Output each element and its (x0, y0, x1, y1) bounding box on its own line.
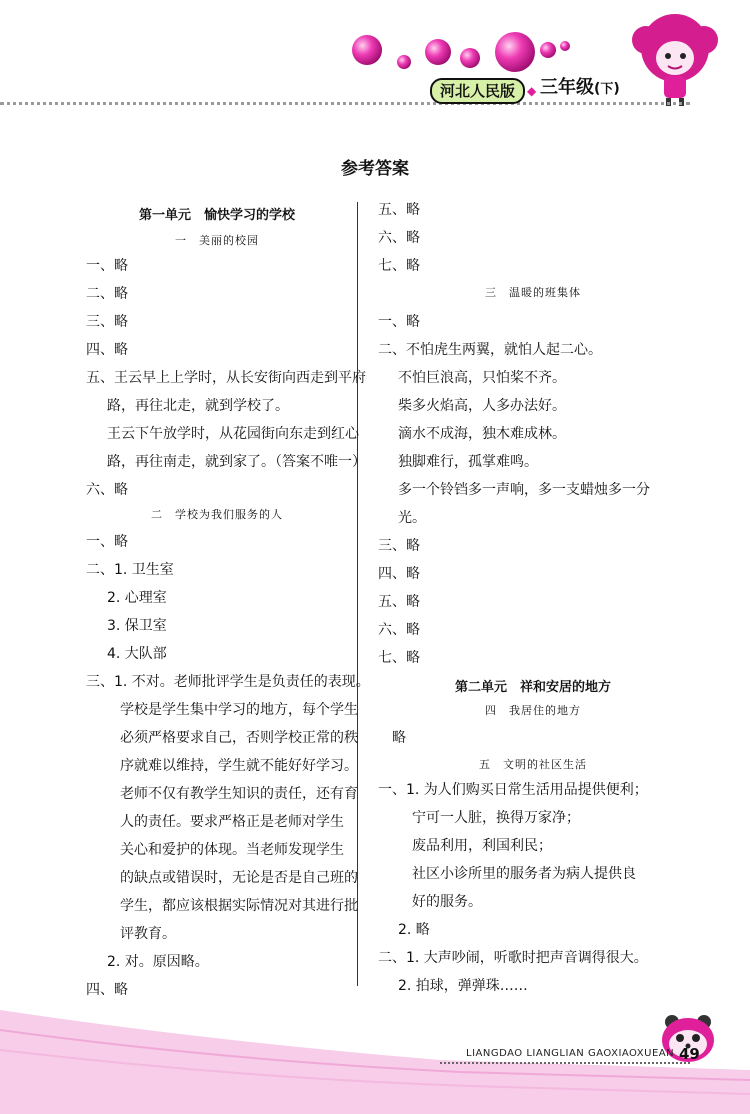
answer-line: 七、略 (378, 258, 420, 274)
answer-line: 王云下午放学时，从花园街向东走到红心 (107, 426, 359, 442)
pink-bubble (495, 32, 535, 72)
answer-line: 废品利用，利国利民； (412, 838, 552, 854)
pink-bubble (397, 55, 411, 69)
answer-line: 五、略 (378, 202, 420, 218)
grade-close: ) (613, 81, 620, 97)
lesson-heading: 三 温暖的班集体 (485, 286, 581, 299)
grade-term: 下 (600, 82, 614, 97)
cartoon-girl-icon (632, 14, 718, 106)
answer-line: 人的责任。要求严格正是老师对学生 (120, 814, 344, 830)
answer-line: 2. 略 (398, 922, 430, 938)
answer-line: 三、略 (378, 538, 420, 554)
answer-line: 四、略 (378, 566, 420, 582)
answer-line: 3. 保卫室 (107, 618, 167, 634)
answer-line: 独脚难行，孤掌难鸣。 (398, 454, 538, 470)
lesson-heading: 四 我居住的地方 (485, 704, 581, 717)
pink-bubble (540, 42, 556, 58)
grade-prefix: 三年级 (540, 77, 594, 98)
answer-line: 二、1. 卫生室 (86, 562, 174, 578)
answer-line: 关心和爱护的体现。当老师发现学生 (120, 842, 344, 858)
answer-line: 4. 大队部 (107, 646, 167, 662)
unit-heading: 第二单元 祥和安居的地方 (454, 680, 611, 695)
answer-line: 二、1. 大声吵闹，听歌时把声音调得很大。 (378, 950, 648, 966)
answer-line: 五、王云早上上学时，从长安街向西走到平府 (86, 370, 366, 386)
answer-line: 2. 对。原因略。 (107, 954, 209, 970)
answer-line: 三、略 (86, 314, 128, 330)
answer-line: 老师不仅有教学生知识的责任，还有育 (120, 786, 358, 802)
answer-line: 学校是学生集中学习的地方，每个学生 (120, 702, 358, 718)
answer-line: 滴水不成海，独木难成林。 (398, 426, 566, 442)
answer-line: 社区小诊所里的服务者为病人提供良 (412, 866, 636, 882)
answer-line: 六、略 (378, 230, 420, 246)
grade-label (540, 74, 620, 104)
answer-line: 四、略 (86, 982, 128, 998)
diamond-icon: ◆ (527, 84, 537, 98)
pink-bubble (460, 48, 480, 68)
answer-line: 一、略 (86, 258, 128, 274)
page-title: 参考答案 (341, 159, 409, 179)
answer-line: 评教育。 (120, 926, 176, 942)
answer-line: 四、略 (86, 342, 128, 358)
answer-line: 五、略 (378, 594, 420, 610)
answer-line: 一、略 (378, 314, 420, 330)
answer-line: 二、略 (86, 286, 128, 302)
answer-line: 的缺点或错误时，无论是否是自己班的 (120, 870, 358, 886)
footer-pinyin: LIANGDAO LIANGLIAN GAOXIAOXUEAN (466, 1048, 675, 1059)
answer-line: 七、略 (378, 650, 420, 666)
answer-line: 2. 心理室 (107, 590, 167, 606)
grade-open: ( (594, 81, 601, 97)
answer-line: 必须严格要求自己，否则学校正常的秩 (120, 730, 358, 746)
unit-heading: 第一单元 愉快学习的学校 (138, 208, 295, 223)
lesson-heading: 一 美丽的校园 (175, 234, 259, 247)
answer-line: 不怕巨浪高，只怕桨不齐。 (398, 370, 566, 386)
answer-line: 六、略 (378, 622, 420, 638)
answer-line: 一、1. 为人们购买日常生活用品提供便利； (378, 782, 648, 798)
footer-divider (440, 1062, 690, 1064)
answer-line: 多一个铃铛多一声响，多一支蜡烛多一分 (398, 482, 650, 498)
answer-line: 2. 拍球，弹弹珠…… (398, 978, 528, 994)
lesson-heading: 二 学校为我们服务的人 (151, 508, 283, 521)
answer-line: 序就难以维持，学生就不能好好学习。 (120, 758, 358, 774)
pink-bubble (425, 39, 451, 65)
page-number: 49 (679, 1045, 700, 1063)
answer-line: 学生，都应该根据实际情况对其进行批 (120, 898, 358, 914)
answer-line: 好的服务。 (412, 894, 482, 910)
answer-line: 柴多火焰高，人多办法好。 (398, 398, 566, 414)
lesson-heading: 五 文明的社区生活 (479, 758, 587, 771)
answer-line: 宁可一人脏，换得万家净； (412, 810, 580, 826)
edition-badge: 河北人民版 (430, 78, 525, 104)
pink-bubble (352, 35, 382, 65)
answer-line: 路，再往北走，就到学校了。 (107, 398, 289, 414)
answer-line: 路，再往南走，就到家了。（答案不唯一） (107, 454, 366, 470)
answer-line: 一、略 (86, 534, 128, 550)
answer-line: 二、不怕虎生两翼，就怕人起二心。 (378, 342, 602, 358)
answer-line: 三、1. 不对。老师批评学生是负责任的表现。 (86, 674, 370, 690)
answer-line: 六、略 (86, 482, 128, 498)
answer-line: 光。 (398, 510, 426, 526)
pink-bubble (560, 41, 570, 51)
answer-line: 略 (392, 730, 406, 746)
